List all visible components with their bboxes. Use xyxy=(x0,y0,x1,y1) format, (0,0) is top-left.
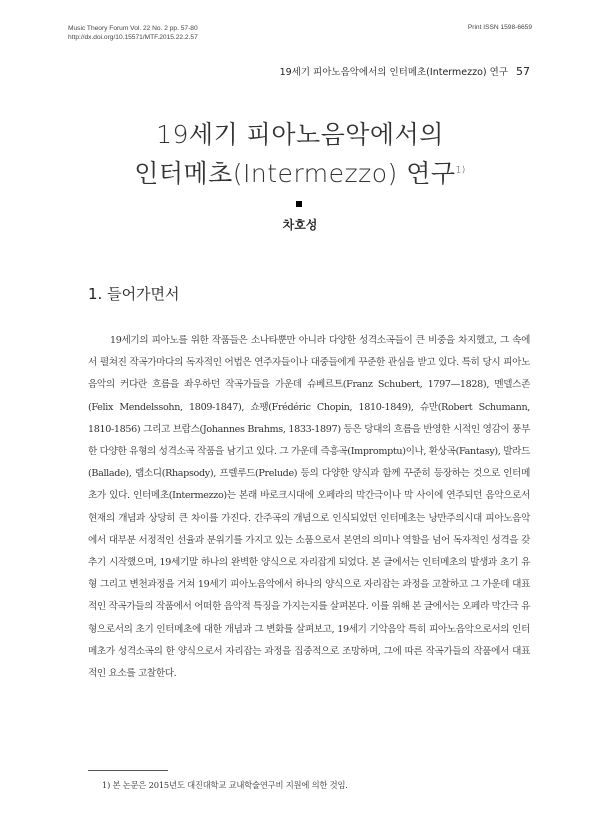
journal-citation: Music Theory Forum Vol. 22 No. 2 pp. 57-80 xyxy=(68,25,198,32)
running-head-title: 19세기 피아노음악에서의 인터메초(Intermezzo) 연구 xyxy=(279,67,508,78)
article-title-line-2 xyxy=(0,154,600,190)
journal-meta xyxy=(68,24,198,42)
page-number: 57 xyxy=(516,65,530,78)
body-paragraph-text: 19세기의 피아노를 위한 작품들은 소나타뿐만 아니라 다양한 성격소곡들이 큰 비중을 차지했고, 그 속에서 펼쳐진 작곡가마다의 독자적인 어법은 연주자들이나 대중들에게 꾸준한 관심을 받고 있다. 특히 당시 피아노음악의 커다란 흐름을 좌우하던 작곡가들을 가운데 슈베르트(Franz Schubert, 1797—1828), 멘델스존(Felix Mendelssohn, 1809-1847), 쇼팽(Frédéric Chopin, 1810-1849), 슈만(Robert Schumann, 1810-1856) 그리고 브람스(Johannes Brahms, 1833-1897) 등은 당대의 흐름을 반영한 시적인 영감이 풍부한 다양한 유형의 성격소곡 작품을 남기고 있다. 그 가운데 즉흥곡(Impromptu)이나, 환상곡(Fantasy), 발라드(Ballade), 랩소디(Rhapsody), 프렐루드(Prelude) 등의 다양한 양식과 함께 꾸준히 등장하는 것으로 인터메초가 있다. 인터메초(Intermezzo)는 본래 바로크시대에 오페라의 막간극이나 막 사이에 연주되던 음악으로서 현재의 개념과 상당히 큰 차이를 가진다. 간주곡의 개념으로 인식되었던 인터메초는 낭만주의시대 피아노음악에서 대부분 서정적인 선율과 분위기를 가지고 있는 소품으로서 본연의 의미나 역할을 넘어 독자적인 성격을 갖추기 시작했으며, 19세기말 하나의 완벽한 양식으로 자리잡게 되었다. 본 글에서는 인터메초의 발생과 초기 유형 그리고 변천과정을 거쳐 19세기 피아노음악에서 하나의 양식으로 자리잡는 과정을 고찰하고 그 가운데 대표적인 작곡가들의 작품에서 어떠한 음악적 특징을 가지는지를 살펴본다. 이를 위해 본 글에서는 오페라 막간극 유형으로서의 초기 인터메초에 대한 개념과 그 변화를 살펴보고, 19세기 기악음악 특히 피아노음악으로서의 인터메초가 성격소곡의 한 양식으로서 자리잡는 과정을 집중적으로 조망하며, 그에 따른 작곡가들의 작품에서 대표적인 요소를 고찰한다. xyxy=(88,335,530,680)
footnote: 1) 본 논문은 2015년도 대진대학교 교내학술연구비 지원에 의한 것임. xyxy=(102,780,348,790)
article-title-line-1: 19세기 피아노음악에서의 xyxy=(156,120,444,149)
footnote-divider xyxy=(88,770,168,771)
running-head xyxy=(280,64,530,78)
author-name: 차호성 xyxy=(282,218,318,232)
issn-label: Print ISSN 1598-6659 xyxy=(467,24,532,31)
article-title-text: 인터메초(Intermezzo) 연구 xyxy=(134,159,456,188)
separator-square-icon xyxy=(296,201,302,207)
doi-link[interactable]: http://dx.doi.org/10.15571/MTF.2015.22.2.57 xyxy=(68,34,198,41)
section-heading: 1. 들어가면서 xyxy=(88,285,180,303)
body-paragraph xyxy=(88,330,530,685)
footnote-mark[interactable]: 1) xyxy=(455,165,466,176)
